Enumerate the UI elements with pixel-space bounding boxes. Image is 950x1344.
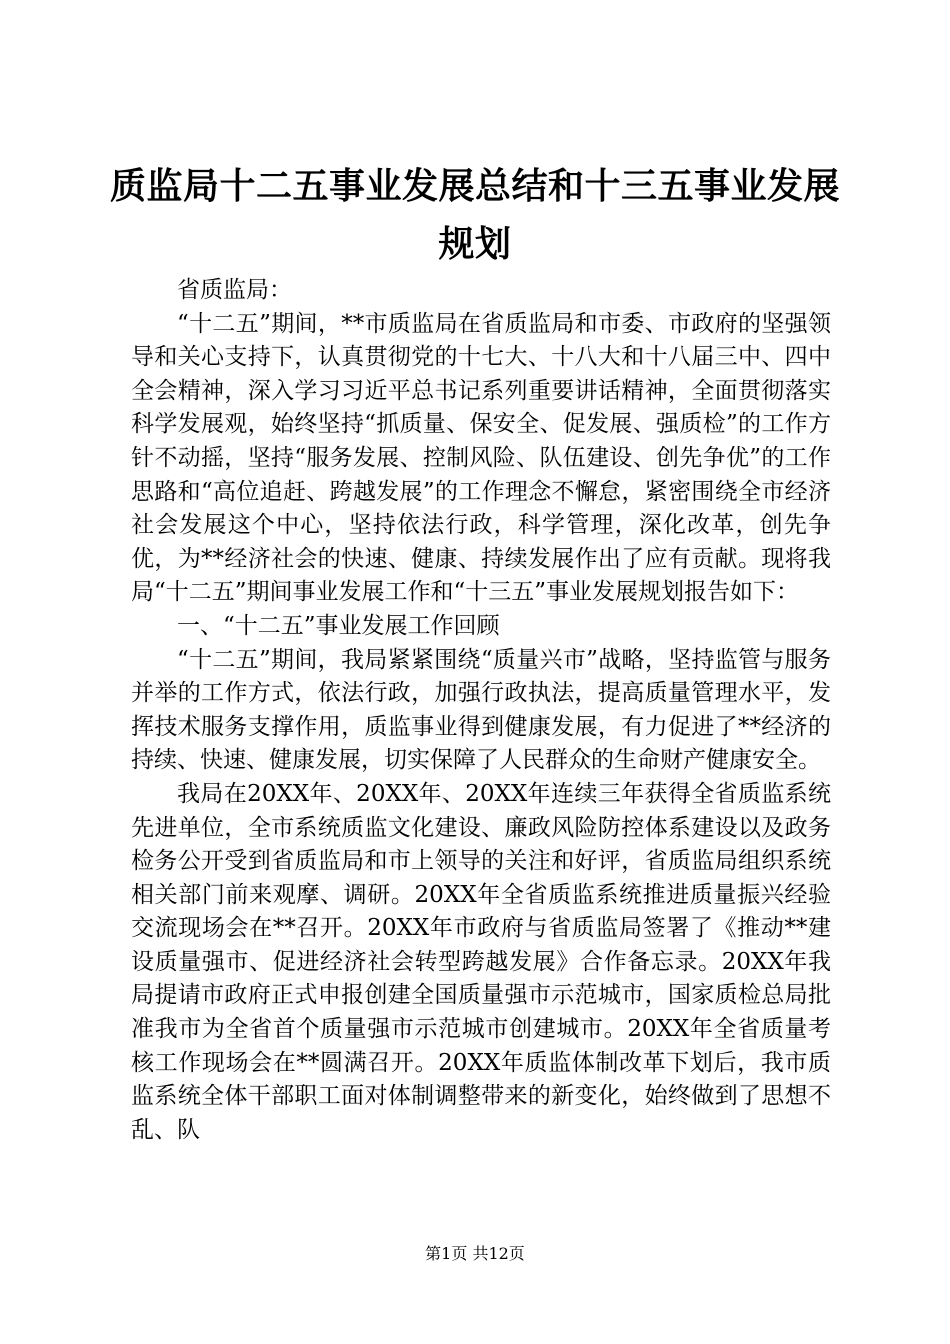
salutation: 省质监局：: [177, 277, 292, 303]
paragraph-intro: “十二五”期间，**市质监局在省质监局和市委、市政府的坚强领导和关心支持下，认真贯彻党的十七大、十八大和十八届三中、四中全会精神，深入学习习近平总书记系列重要讲话精神，全面贯彻落实科学发展观，始终坚持“抓质量、保安全、促发展、强质检”的工作方针不动摇，坚持“服务发展、控制风险、队伍建设、创先争优”的工作思路和“高位追赶、跨越发展”的工作理念不懈怠，紧密围绕全市经济社会发展这个中心，坚持依法行政，科学管理，深化改革，创先争优，为**经济社会的快速、健康、持续发展作出了应有贡献。现将我局“十二五”期间事业发展工作和“十三五”事业发展规划报告如下：: [131, 310, 831, 606]
document-body: [131, 274, 831, 1147]
page-number: 第1页 共12页: [425, 1244, 525, 1263]
paragraph-achievements: 我局在20XX年、20XX年、20XX年连续三年获得全省质监系统先进单位，全市系统质监文化建设、廉政风险防控体系建设以及政务检务公开受到省质监局和市上领导的关注和好评，省质监局组织系统相关部门前来观摩、调研。20XX年全省质监系统推进质量振兴经验交流现场会在**召开。20XX年市政府与省质监局签署了《推动**建设质量强市、促进经济社会转型跨越发展》合作备忘录。20XX年我局提请市政府正式申报创建全国质量强市示范城市，国家质检总局批准我市为全省首个质量强市示范城市创建城市。20XX年全省质量考核工作现场会在**圆满召开。20XX年质监体制改革下划后，我市质监系统全体干部职工面对体制调整带来的新变化，始终做到了思想不乱、队: [131, 780, 831, 1143]
document-title: 质监局十二五事业发展总结和十三五事业发展规划: [109, 166, 840, 265]
paragraph-review: “十二五”期间，我局紧紧围绕“质量兴市”战略，坚持监管与服务并举的工作方式，依法行政，加强行政执法，提高质量管理水平，发挥技术服务支撑作用，质监事业得到健康发展，有力促进了**经济的持续、快速、健康发展，切实保障了人民群众的生命财产健康安全。: [131, 646, 831, 774]
section-heading: 一、“十二五”事业发展工作回顾: [177, 612, 500, 639]
